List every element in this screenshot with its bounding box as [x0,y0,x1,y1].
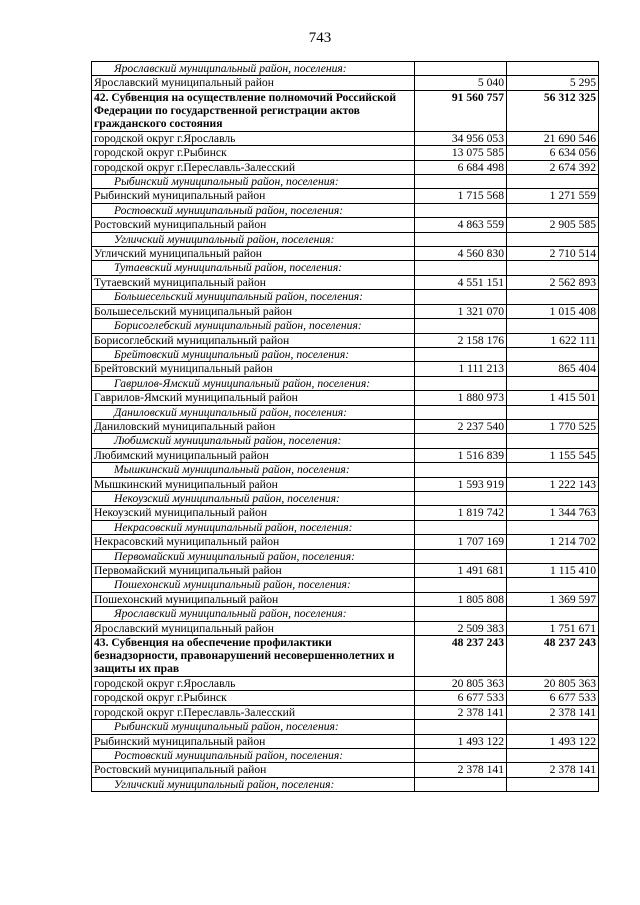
cell-value-2 [507,203,599,217]
cell-name: Угличский муниципальный район, поселения: [92,232,415,246]
cell-value-1: 2 237 540 [415,419,507,433]
table-row [92,734,599,748]
cell-name: Ростовский муниципальный район, поселения: [92,749,415,763]
cell-name: Угличский муниципальный район, поселения: [92,777,415,791]
cell-name: Брейтовский муниципальный район, поселения: [92,347,415,361]
cell-value-2: 1 115 410 [507,564,599,578]
budget-table-body [92,62,599,792]
cell-value-2: 2 562 893 [507,275,599,289]
cell-value-2: 1 271 559 [507,189,599,203]
table-row [92,218,599,232]
cell-name: Большесельский муниципальный район, поселения: [92,290,415,304]
cell-value-1 [415,232,507,246]
cell-value-2: 21 690 546 [507,131,599,145]
cell-value-1: 1 516 839 [415,448,507,462]
cell-name: Брейтовский муниципальный район [92,362,415,376]
cell-value-1 [415,491,507,505]
group-row [92,62,599,76]
cell-name: Рыбинский муниципальный район [92,189,415,203]
cell-value-2: 1 015 408 [507,304,599,318]
cell-value-1 [415,405,507,419]
cell-value-1 [415,376,507,390]
cell-value-2 [507,607,599,621]
cell-name: Некрасовский муниципальный район [92,535,415,549]
cell-value-2 [507,777,599,791]
cell-value-1 [415,720,507,734]
cell-value-1: 1 593 919 [415,477,507,491]
cell-value-2: 1 155 545 [507,448,599,462]
group-row [92,434,599,448]
cell-value-1: 1 805 808 [415,592,507,606]
cell-value-2 [507,347,599,361]
cell-name: 43. Субвенция на обеспечение профилактики безнадзорности, правонарушений несовершеннолетних и защиты их прав [92,636,415,677]
table-row [92,362,599,376]
cell-value-1: 6 677 533 [415,691,507,705]
table-row [92,535,599,549]
cell-value-2 [507,175,599,189]
cell-name: Первомайский муниципальный район, поселения: [92,549,415,563]
group-row [92,520,599,534]
cell-value-1 [415,62,507,76]
cell-value-2: 1 344 763 [507,506,599,520]
cell-name: городской округ г.Переславль-Залесский [92,160,415,174]
cell-value-2: 6 677 533 [507,691,599,705]
cell-value-1 [415,203,507,217]
cell-value-2: 6 634 056 [507,146,599,160]
group-row [92,261,599,275]
cell-value-2 [507,376,599,390]
cell-value-2: 1 770 525 [507,419,599,433]
cell-value-1 [415,777,507,791]
cell-name: Даниловский муниципальный район [92,419,415,433]
cell-value-1: 2 158 176 [415,333,507,347]
group-row [92,175,599,189]
cell-value-1 [415,347,507,361]
cell-value-1: 1 493 122 [415,734,507,748]
cell-value-2: 1 622 111 [507,333,599,347]
table-row [92,691,599,705]
table-row [92,592,599,606]
table-row [92,76,599,90]
cell-name: 42. Субвенция на осуществление полномочий Российской Федерации по государственной регистрации актов гражданского состояния [92,90,415,131]
table-row [92,160,599,174]
cell-value-2: 1 222 143 [507,477,599,491]
cell-value-1 [415,261,507,275]
cell-value-1: 2 378 141 [415,763,507,777]
cell-value-2 [507,290,599,304]
table-row [92,506,599,520]
cell-value-1: 4 551 151 [415,275,507,289]
table-row [92,705,599,719]
group-row [92,376,599,390]
cell-name: Рыбинский муниципальный район [92,734,415,748]
group-row [92,405,599,419]
table-row [92,304,599,318]
cell-name: Любимский муниципальный район, поселения: [92,434,415,448]
group-row [92,549,599,563]
cell-value-2: 2 378 141 [507,705,599,719]
cell-value-1: 1 819 742 [415,506,507,520]
cell-value-2: 1 369 597 [507,592,599,606]
cell-value-1: 1 491 681 [415,564,507,578]
table-row [92,131,599,145]
cell-value-1 [415,434,507,448]
cell-value-2: 1 214 702 [507,535,599,549]
group-row [92,720,599,734]
cell-value-1: 1 321 070 [415,304,507,318]
cell-name: Большесельский муниципальный район [92,304,415,318]
cell-value-1 [415,290,507,304]
table-row [92,391,599,405]
cell-value-2: 20 805 363 [507,677,599,691]
cell-value-2: 1 415 501 [507,391,599,405]
cell-name: городской округ г.Ярославль [92,131,415,145]
cell-name: Гаврилов-Ямский муниципальный район [92,391,415,405]
group-row [92,578,599,592]
cell-name: Мышкинский муниципальный район [92,477,415,491]
cell-name: Пошехонский муниципальный район, поселения: [92,578,415,592]
cell-value-1: 1 880 973 [415,391,507,405]
cell-value-1 [415,520,507,534]
table-row [92,448,599,462]
cell-value-2: 2 674 392 [507,160,599,174]
cell-value-2 [507,520,599,534]
cell-value-1 [415,607,507,621]
cell-name: Ярославский муниципальный район [92,621,415,635]
cell-name: Рыбинский муниципальный район, поселения: [92,720,415,734]
cell-name: Любимский муниципальный район [92,448,415,462]
cell-value-2 [507,232,599,246]
page-number: 743 [308,30,332,46]
cell-name: Ярославский муниципальный район [92,76,415,90]
cell-name: Борисоглебский муниципальный район, поселения: [92,319,415,333]
cell-value-1 [415,463,507,477]
cell-value-1 [415,175,507,189]
cell-value-2 [507,405,599,419]
cell-value-2: 2 710 514 [507,247,599,261]
cell-name: Тутаевский муниципальный район, поселения: [92,261,415,275]
cell-value-1: 4 863 559 [415,218,507,232]
cell-value-2 [507,62,599,76]
cell-name: Ростовский муниципальный район, поселения: [92,203,415,217]
cell-name: Тутаевский муниципальный район [92,275,415,289]
cell-value-2: 2 378 141 [507,763,599,777]
table-row [92,419,599,433]
cell-value-1: 2 378 141 [415,705,507,719]
cell-name: городской округ г.Рыбинск [92,691,415,705]
cell-name: Мышкинский муниципальный район, поселения: [92,463,415,477]
cell-name: Угличский муниципальный район [92,247,415,261]
group-row [92,607,599,621]
group-row [92,749,599,763]
cell-name: Некрасовский муниципальный район, поселения: [92,520,415,534]
cell-value-2 [507,319,599,333]
cell-value-1: 91 560 757 [415,90,507,131]
cell-value-1: 1 111 213 [415,362,507,376]
cell-name: Ростовский муниципальный район [92,218,415,232]
cell-name: Первомайский муниципальный район [92,564,415,578]
subvention-heading-row [92,90,599,131]
table-row [92,564,599,578]
table-row [92,333,599,347]
cell-value-1: 1 707 169 [415,535,507,549]
cell-name: Некоузский муниципальный район [92,506,415,520]
cell-name: городской округ г.Ярославль [92,677,415,691]
cell-value-1: 13 075 585 [415,146,507,160]
subvention-heading-row [92,636,599,677]
cell-value-2 [507,491,599,505]
cell-value-2: 1 751 671 [507,621,599,635]
table-row [92,275,599,289]
cell-value-2 [507,434,599,448]
group-row [92,777,599,791]
cell-value-1: 2 509 383 [415,621,507,635]
cell-value-1 [415,578,507,592]
table-row [92,677,599,691]
cell-name: Борисоглебский муниципальный район [92,333,415,347]
cell-name: Ярославский муниципальный район, поселения: [92,62,415,76]
cell-value-1: 6 684 498 [415,160,507,174]
group-row [92,319,599,333]
group-row [92,463,599,477]
cell-name: Пошехонский муниципальный район [92,592,415,606]
cell-value-1: 1 715 568 [415,189,507,203]
group-row [92,290,599,304]
cell-name: Даниловский муниципальный район, поселения: [92,405,415,419]
cell-value-2 [507,578,599,592]
cell-name: городской округ г.Переславль-Залесский [92,705,415,719]
cell-value-1: 4 560 830 [415,247,507,261]
cell-value-1: 5 040 [415,76,507,90]
group-row [92,347,599,361]
cell-name: Некоузский муниципальный район, поселения: [92,491,415,505]
table-row [92,621,599,635]
cell-value-2 [507,261,599,275]
budget-table [91,61,599,792]
cell-name: Ростовский муниципальный район [92,763,415,777]
table-row [92,477,599,491]
cell-value-1 [415,549,507,563]
cell-value-2 [507,463,599,477]
table-row [92,247,599,261]
group-row [92,491,599,505]
cell-value-2 [507,549,599,563]
cell-value-2 [507,749,599,763]
table-row [92,763,599,777]
cell-value-2: 5 295 [507,76,599,90]
cell-value-2 [507,720,599,734]
cell-value-1: 48 237 243 [415,636,507,677]
cell-value-2: 1 493 122 [507,734,599,748]
cell-name: Рыбинский муниципальный район, поселения: [92,175,415,189]
group-row [92,232,599,246]
cell-value-2: 2 905 585 [507,218,599,232]
cell-value-2: 865 404 [507,362,599,376]
table-row [92,189,599,203]
table-row [92,146,599,160]
cell-value-1 [415,319,507,333]
cell-value-1: 20 805 363 [415,677,507,691]
group-row [92,203,599,217]
cell-name: городской округ г.Рыбинск [92,146,415,160]
cell-value-1: 34 956 053 [415,131,507,145]
cell-value-2: 48 237 243 [507,636,599,677]
cell-value-2: 56 312 325 [507,90,599,131]
cell-name: Гаврилов-Ямский муниципальный район, поселения: [92,376,415,390]
cell-name: Ярославский муниципальный район, поселения: [92,607,415,621]
cell-value-1 [415,749,507,763]
